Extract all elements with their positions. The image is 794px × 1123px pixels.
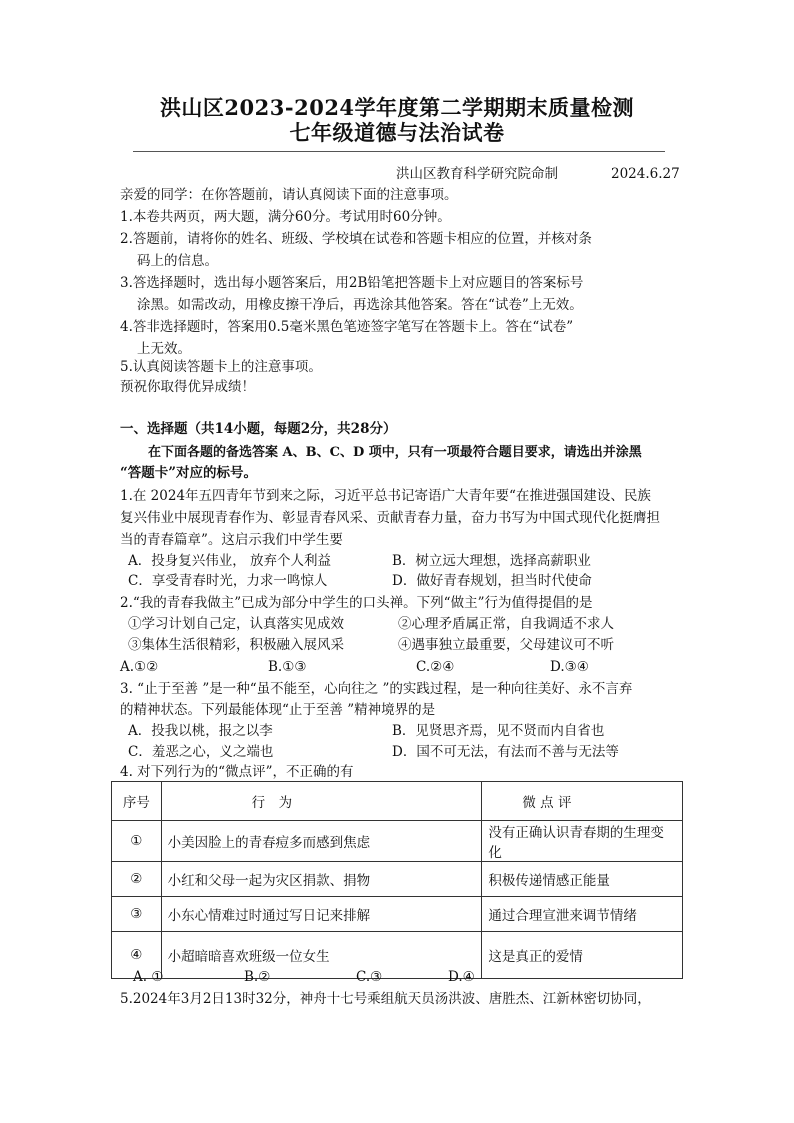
- table-cell: ②: [112, 862, 162, 897]
- exam-date: 2024.6.27: [611, 166, 680, 182]
- q1-option-b: B．树立远大理想，选择高薪职业: [392, 553, 591, 569]
- table-cell: 小超暗暗喜欢班级一位女生: [161, 932, 482, 979]
- notice-item: 1.本卷共两页，两大题，满分60分。考试用时60分钟。: [120, 209, 451, 225]
- q1-option-c: C．享受青春时光，力求一鸣惊人: [128, 573, 328, 589]
- table-row: [112, 862, 683, 897]
- q1-stem: 当的青春篇章”。这启示我们中学生要: [120, 532, 343, 548]
- q4-option-c: C.③: [356, 969, 383, 985]
- q2-option-b: B.①③: [268, 659, 307, 675]
- table-cell: ④: [112, 932, 162, 979]
- q4-stem: 4. 对下列行为的“微点评”，不正确的有: [120, 764, 354, 780]
- q3-option-a: A．投我以桃，报之以李: [128, 723, 273, 739]
- notice-wish: 预祝你取得优异成绩！: [120, 379, 255, 395]
- q4-option-b: B.②: [244, 969, 271, 985]
- exam-title: 洪山区2023-2024学年度第二学期期末质量检测: [159, 95, 635, 120]
- table-header-cell: 行 为: [161, 782, 482, 821]
- table-row: [112, 932, 683, 979]
- table-header-cell: 微 点 评: [482, 782, 683, 821]
- notice-intro: 亲爱的同学：在你答题前，请认真阅读下面的注意事项。: [120, 187, 458, 203]
- q3-option-d: D．国不可无法，有法而不善与无法等: [392, 744, 619, 760]
- table-cell: 积极传递情感正能量: [482, 862, 683, 897]
- q2-option-c: C.②④: [416, 659, 455, 675]
- notice-item: 4.答非选择题时，答案用0.5毫米黑色笔迹签字笔写在答题卡上。答在“试卷”: [120, 319, 574, 335]
- q2-statement: ①学习计划自己定，认真落实见成效: [128, 616, 344, 632]
- q3-stem: 的精神状态。下列最能体现“止于至善 ”精神境界的是: [120, 702, 436, 718]
- q3-stem: 3. “止于至善 ”是一种“虽不能至，心向往之 ”的实践过程，是一种向往美好、永不言弃: [120, 681, 633, 697]
- q2-option-d: D.③④: [550, 659, 589, 675]
- q2-statement: ②心理矛盾属正常，自我调适不求人: [398, 616, 614, 632]
- q3-option-b: B．见贤思齐焉，见不贤而内自省也: [392, 723, 605, 739]
- table-cell: 通过合理宣泄来调节情绪: [482, 897, 683, 932]
- notice-item: 涂黑。如需改动，用橡皮擦干净后，再选涂其他答案。答在“试卷”上无效。: [137, 297, 583, 313]
- issuer: 洪山区教育科学研究院命制: [396, 166, 558, 182]
- notice-item: 上无效。: [137, 341, 191, 357]
- table-header-cell: 序号: [112, 782, 162, 821]
- notice-item: 2.答题前，请将你的姓名、班级、学校填在试卷和答题卡相应的位置，并核对条: [120, 231, 592, 247]
- table-cell: 没有正确认识青春期的生理变化: [482, 821, 683, 862]
- q1-stem: 1.在 2024年五四青年节到来之际，习近平总书记寄语广大青年要“在推进强国建设、民族: [120, 488, 651, 504]
- q2-statement: ③集体生活很精彩，积极融入展风采: [128, 637, 344, 653]
- q1-option-a: A．投身复兴伟业， 放弃个人利益: [128, 553, 332, 569]
- notice-item: 码上的信息。: [137, 253, 218, 269]
- q5-stem: 5.2024年3月2日13时32分，神舟十七号乘组航天员汤洪波、唐胜杰、江新林密切协同，: [120, 991, 651, 1007]
- exam-subtitle: 七年级道德与法治试卷: [289, 120, 505, 145]
- table-cell: ③: [112, 897, 162, 932]
- q2-stem: 2.“我的青春我做主”已成为部分中学生的口头禅。下列“做主”行为值得提倡的是: [120, 595, 593, 611]
- q4-option-a: A. ①: [133, 969, 164, 985]
- section-instruction: “答题卡”对应的标号。: [120, 465, 258, 481]
- table-cell: 小红和父母一起为灾区捐款、捐物: [161, 862, 482, 897]
- q2-statement: ④遇事独立最重要，父母建议可不听: [398, 637, 614, 653]
- section-heading: 一、选择题（共14小题，每题2分，共28分）: [120, 421, 397, 437]
- notice-item: 3.答选择题时，选出每小题答案后，用2B铅笔把答题卡上对应题目的答案标号: [120, 275, 584, 291]
- table-cell: 这是真正的爱情: [482, 932, 683, 979]
- table-row: [112, 821, 683, 862]
- table-header-row: [112, 782, 683, 821]
- table-cell: ①: [112, 821, 162, 862]
- q4-option-d: D.④: [448, 969, 475, 985]
- table-cell: 小美因脸上的青春痘多而感到焦虑: [161, 821, 482, 862]
- section-instruction: 在下面各题的备选答案 A、B、C、D 项中，只有一项最符合题目要求，请选出并涂黑: [148, 445, 642, 460]
- notice-item: 5.认真阅读答题卡上的注意事项。: [120, 359, 322, 375]
- q2-option-a: A.①②: [120, 659, 159, 675]
- table-cell: 小东心情难过时通过写日记来排解: [161, 897, 482, 932]
- q1-stem: 复兴伟业中展现青春作为、彰显青春风采、贡献青春力量，奋力书写为中国式现代化挺膺担: [120, 510, 660, 526]
- q4-table: [111, 781, 683, 979]
- q1-option-d: D．做好青春规划，担当时代使命: [392, 573, 592, 589]
- table-row: [112, 897, 683, 932]
- q3-option-c: C．羞恶之心，义之端也: [128, 744, 274, 760]
- title-divider: [133, 151, 665, 152]
